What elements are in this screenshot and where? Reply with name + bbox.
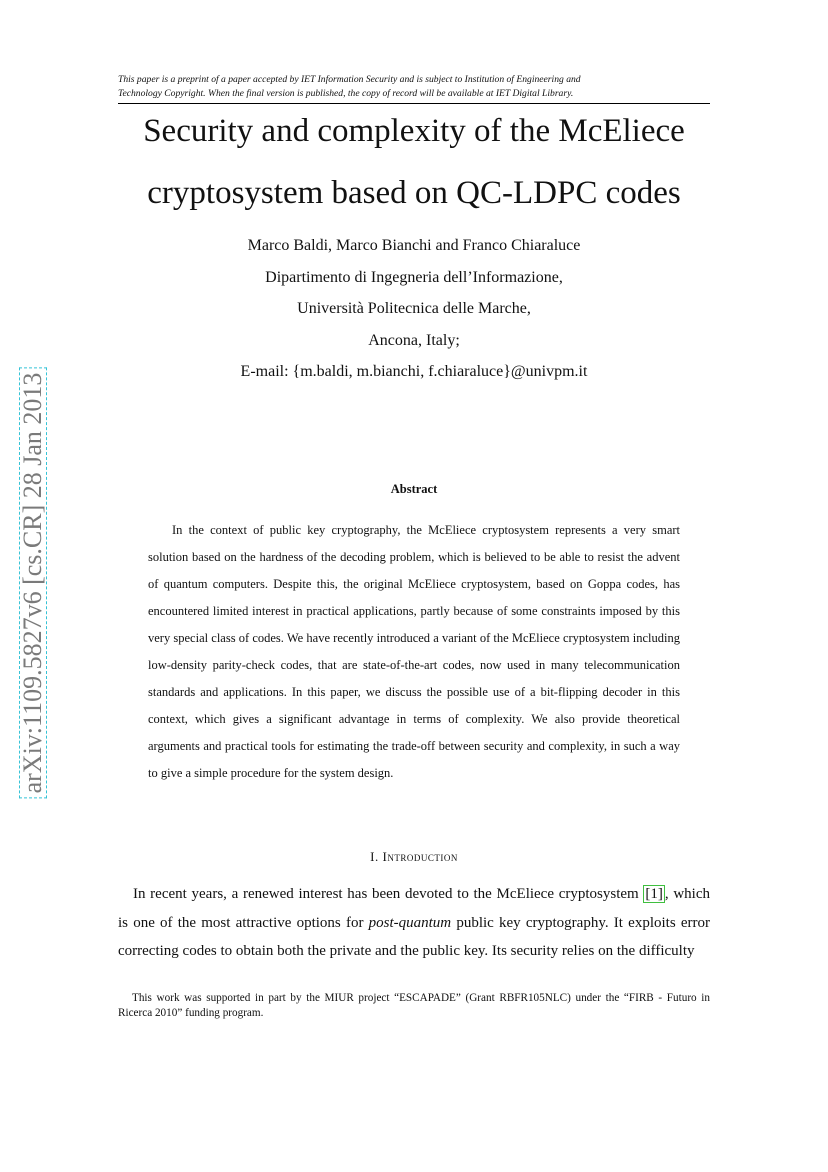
affiliation-university: Università Politecnica delle Marche,	[297, 300, 531, 317]
abstract-heading: Abstract	[390, 482, 438, 496]
copyright-notice-line-1: This paper is a preprint of a paper accepted by IET Information Security and is subject to Institution of Engineering and	[118, 74, 581, 85]
author-email: E-mail: {m.baldi, m.bianchi, f.chiaraluce}@univpm.it	[240, 363, 588, 380]
section-title: Introduction	[382, 849, 458, 864]
arxiv-stamp[interactable]	[20, 350, 46, 816]
affiliation-department: Dipartimento di Ingegneria dell’Informazione,	[265, 268, 563, 286]
intro-text-1: In recent years, a renewed interest has been devoted to the McEliece cryptosystem	[133, 886, 644, 902]
abstract-text: In the context of public key cryptography, the McEliece cryptosystem represents a very smart solution based on the hardness of the decoding problem, which is believed to be able to resist the advent of quantum computers. Despite this, the original McEliece cryptosystem, based on Goppa codes, has encountered limited interest in practical applications, partly because of some constraints imposed by this very special class of codes. We have recently introduced a variant of the McEliece cryptosystem including low-density parity-check codes, that are state-of-the-art codes, now used in many telecommunication standards and applications. In this paper, we discuss the possible use of a bit-flipping decoder in this context, which gives a significant advantage in terms of complexity. We also provide theoretical arguments and practical tools for estimating the trade-off between security and complexity, in such a way to give a simple procedure for the system design.	[148, 523, 680, 780]
funding-footnote: This work was supported in part by the MIUR project “ESCAPADE” (Grant RBFR105NLC) under the “FIRB - Futuro in Ricerca 2010” funding program.	[118, 992, 710, 1019]
section-heading	[118, 849, 710, 865]
title-line-1: Security and complexity of the McEliece	[143, 113, 685, 149]
intro-text-2: , which is one of the most attractive options for	[118, 886, 710, 931]
intro-text-3: public key cryptography. It exploits error correcting codes to obtain both the private and the public key. Its security relies on the difficulty	[118, 914, 710, 959]
intro-paragraph	[118, 880, 710, 966]
arxiv-stamp-text[interactable]: arXiv:1109.5827v6 [cs.CR] 28 Jan 2013	[19, 368, 47, 799]
affiliation-location: Ancona, Italy;	[368, 331, 460, 349]
intro-emphasis: post-quantum	[368, 914, 452, 931]
paper-title	[80, 100, 748, 224]
copyright-notice-line-2: Technology Copyright. When the final version is published, the copy of record will be available at IET Digital Library.	[118, 88, 574, 99]
author-names: Marco Baldi, Marco Bianchi and Franco Chiaraluce	[247, 237, 581, 254]
section-number: I.	[370, 849, 379, 864]
author-block	[118, 230, 710, 388]
citation-link[interactable]: [1]	[645, 886, 663, 902]
title-line-2: cryptosystem based on QC-LDPC codes	[147, 175, 681, 211]
